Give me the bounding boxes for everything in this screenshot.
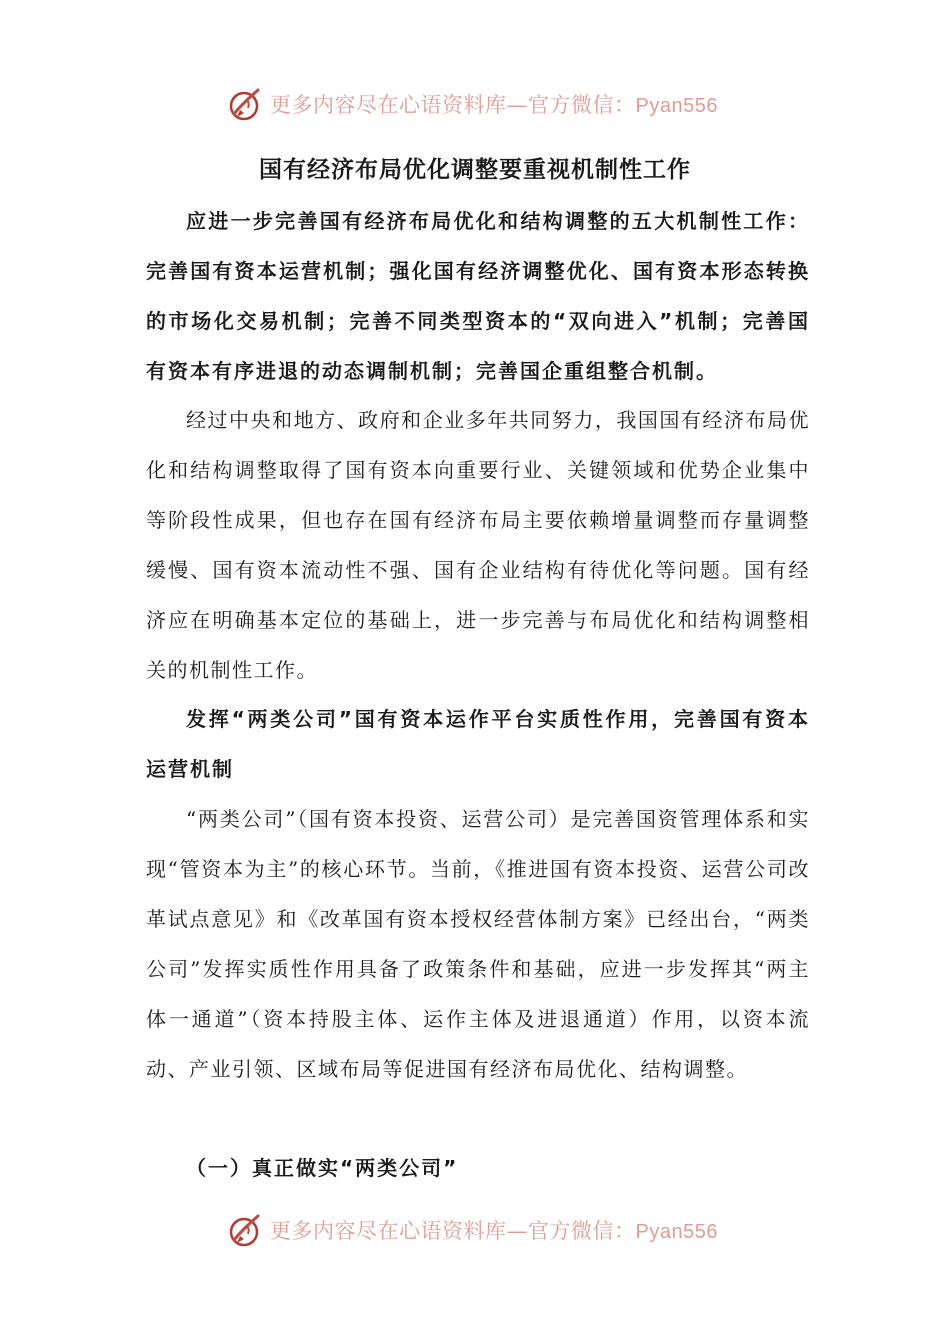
section-heading: 发挥“两类公司”国有资本运作平台实质性作用，完善国有资本运营机制 bbox=[146, 707, 810, 781]
watermark-text: 更多内容尽在心语资料库—官方微信：Pyan556 bbox=[270, 93, 718, 117]
document-title: 国有经济布局优化调整要重视机制性工作 bbox=[259, 156, 691, 183]
body-paragraph-2: “两类公司”（国有资本投资、运营公司）是完善国资管理体系和实现“管资本为主”的核心环节。当前，《推进国有资本投资、运营公司改革试点意见》和《改革国有资本授权经营体制方案》已经出台，“两类公司”发挥实质性作用具备了政策条件和基础，应进一步发挥其“两主体一通道”（资本持股主体、运作主体及进退通道）作用，以资本流动、产业引领、区域布局等促进国有经济布局优化、结构调整。 bbox=[146, 807, 810, 1081]
pen-logo-icon bbox=[228, 86, 264, 122]
lead-paragraph: 应进一步完善国有经济布局优化和结构调整的五大机制性工作：完善国有资本运营机制；强化国有经济调整优化、国有资本形态转换的市场化交易机制；完善不同类型资本的“双向进入”机制；完善国有资本有序进退的动态调制机制；完善国企重组整合机制。 bbox=[146, 209, 810, 383]
watermark-footer bbox=[228, 1210, 748, 1250]
watermark-wechat-id: Pyan556 bbox=[635, 95, 718, 117]
watermark-text: 更多内容尽在心语资料库—官方微信：Pyan556 bbox=[270, 1219, 718, 1243]
pen-logo-icon bbox=[228, 1212, 264, 1248]
subheading: （一）真正做实“两类公司” bbox=[186, 1156, 459, 1180]
watermark-wechat-id: Pyan556 bbox=[635, 1221, 718, 1243]
watermark-header bbox=[228, 84, 748, 124]
body-paragraph-1: 经过中央和地方、政府和企业多年共同努力，我国国有经济布局优化和结构调整取得了国有资本向重要行业、关键领域和优势企业集中等阶段性成果，但也存在国有经济布局主要依赖增量调整而存量调整缓慢、国有资本流动性不强、国有企业结构有待优化等问题。国有经济应在明确基本定位的基础上，进一步完善与布局优化和结构调整相关的机制性工作。 bbox=[146, 408, 810, 682]
